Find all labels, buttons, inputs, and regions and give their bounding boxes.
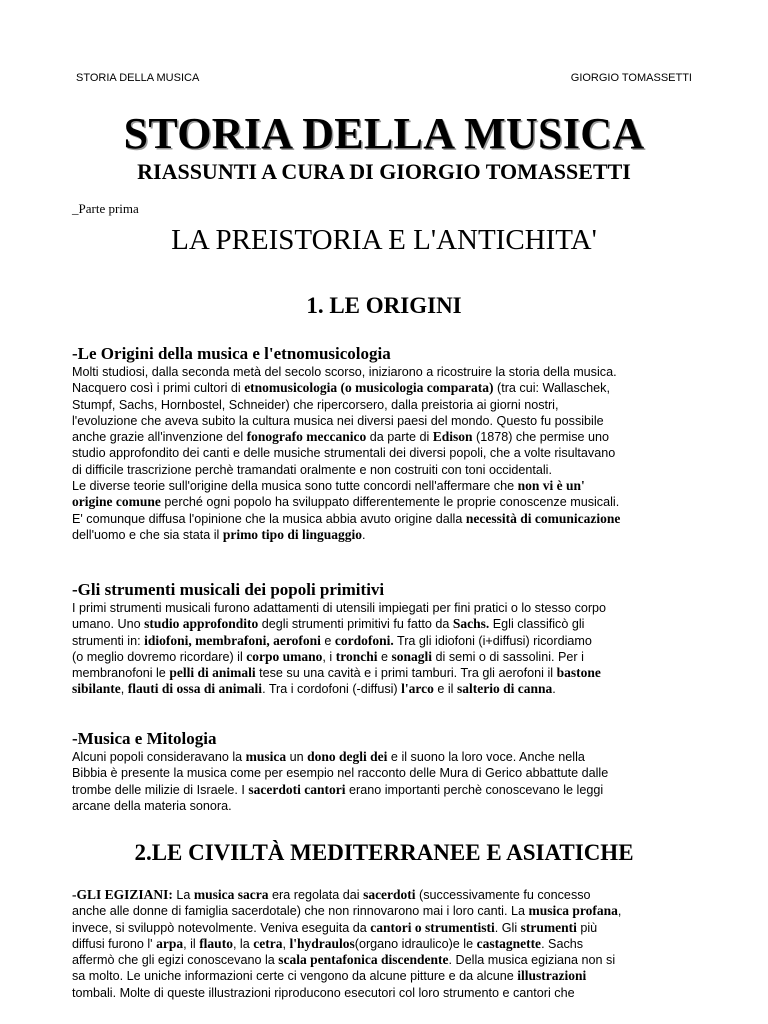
text-line: membranofoni le pelli di animali tese su una cavità e i primi tamburi. Tra gli aerofoni il bastone (72, 665, 601, 681)
text-line: trombe delle milizie di Israele. I sacerdoti cantori erano importanti perchè conoscevano le leggi (72, 781, 604, 797)
text-line: Le diverse teorie sull'origine della musica sono tutte concordi nell'affermare che non vi è un' (72, 478, 585, 494)
text-line: sibilante, flauti di ossa di animali. Tra i cordofoni (-diffusi) l'arco e il salterio di canna. (72, 681, 556, 697)
paragraph-origini (72, 364, 698, 543)
text-line: Nacquero così i primi cultori di etnomusicologia (o musicologia comparata) (tra cui: Wallaschek, (72, 380, 610, 396)
text-line: Molti studiosi, dalla seconda metà del secolo scorso, iniziarono a ricostruire la storia della musica. (72, 365, 617, 379)
section-title-strumenti: -Gli strumenti musicali dei popoli primitivi (72, 580, 385, 599)
paragraph-strumenti (72, 600, 698, 698)
section-title-mitologia: -Musica e Mitologia (72, 729, 217, 748)
text-line: sa molto. Le uniche informazioni certe ci vengono da alcune pitture e da alcune illustrazioni (72, 968, 587, 984)
subtitle: RIASSUNTI A CURA DI GIORGIO TOMASSETTI (137, 159, 631, 184)
text-line: origine comune perché ogni popolo ha sviluppato differentemente le proprie conoscenze musicali. (72, 494, 620, 510)
text-line: invece, si sviluppò notevolmente. Veniva eseguita da cantori o strumentisti. Gli strumenti più (72, 919, 598, 935)
section-title-origini: -Le Origini della musica e l'etnomusicologia (72, 344, 391, 363)
part-title: LA PREISTORIA E L'ANTICHITA' (171, 224, 597, 256)
chapter-heading-2: 2.LE CIVILTÀ MEDITERRANEE E ASIATICHE (134, 840, 634, 865)
text-line: anche alle donne di famiglia sacerdotale) che non rinnovarono mai i loro canti. La musica profana, (72, 903, 622, 919)
text-line: dell'uomo e che sia stata il primo tipo di linguaggio. (72, 526, 366, 542)
text-line: affermò che gli egizi conoscevano la scala pentafonica discendente. Della musica egiziana non si (72, 952, 616, 968)
running-header (76, 72, 692, 84)
text-line: -GLI EGIZIANI: La musica sacra era regolata dai sacerdoti (successivamente fu concesso (72, 887, 591, 902)
header-left: STORIA DELLA MUSICA (76, 72, 200, 84)
text-line: (o meglio dovremo ricordare) il corpo umano, i tronchi e sonagli di semi o di sassolini. Per i (72, 648, 584, 664)
text-line: diffusi furono l' arpa, il flauto, la cetra, l'hydraulos(organo idraulico)e le castagnette. Sachs (72, 935, 584, 951)
text-line: strumenti in: idiofoni, membrafoni, aerofoni e cordofoni. Tra gli idiofoni (i+diffusi) ricordiamo (72, 632, 592, 648)
chapter-heading-1: 1. LE ORIGINI (306, 293, 462, 318)
part-label: _Parte prima (72, 201, 139, 216)
header-right: GIORGIO TOMASSETTI (570, 72, 692, 84)
main-title: STORIA DELLA MUSICA (123, 109, 645, 158)
text-line: Bibbia è presente la musica come per esempio nel racconto delle Mura di Gerico abbattute dalle (72, 766, 609, 781)
text-line: I primi strumenti musicali furono adattamenti di utensili impiegati per fini pratici o lo stesso corpo (72, 601, 607, 615)
text-line: E' comunque diffusa l'opinione che la musica abbia avuto origine dalla necessità di comunicazione (72, 510, 621, 526)
text-line: studio approfondito dei canti e delle musiche strumentali dei diversi popoli, che a volte risultavano (72, 446, 616, 461)
text-line: di difficile trascrizione perchè tramandati oralmente e non costruiti con toni occidentali. (72, 462, 552, 477)
text-line: arcane della materia sonora. (72, 798, 232, 813)
text-line: umano. Uno studio approfondito degli strumenti primitivi fu fatto da Sachs. Egli classificò gli (72, 616, 585, 632)
text-line: anche grazie all'invenzione del fonografo meccanico da parte di Edison (1878) che permise uno (72, 429, 610, 445)
paragraph-egiziani (72, 887, 698, 1001)
text-line: tombali. Molte di queste illustrazioni riproducono esecutori col loro strumento e cantori che (72, 985, 575, 1000)
text-line: l'evoluzione che aveva subito la cultura musica nei diversi paesi del mondo. Questo fu possibile (72, 413, 604, 428)
paragraph-mitologia (72, 749, 698, 814)
text-line: Stumpf, Sachs, Hornbostel, Schneider) che ripercorsero, dalla preistoria ai giorni nostri, (72, 397, 559, 412)
text-line: Alcuni popoli consideravano la musica un dono degli dei e il suono la loro voce. Anche nella (72, 749, 585, 764)
